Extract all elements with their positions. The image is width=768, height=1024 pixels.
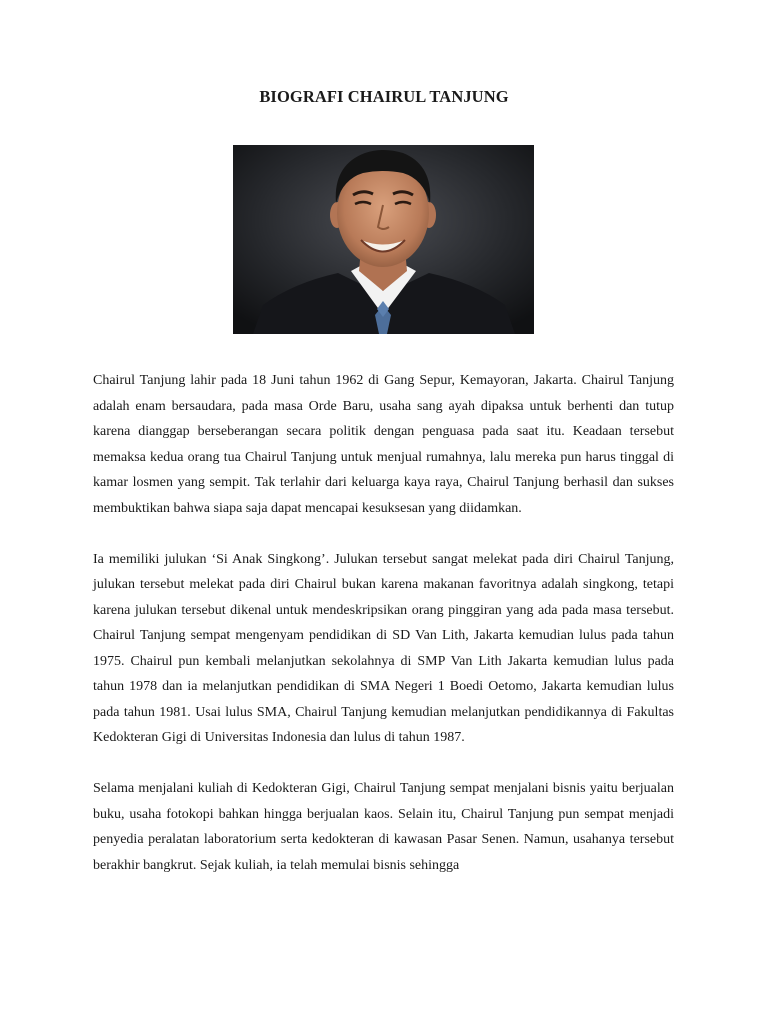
document-title: BIOGRAFI CHAIRUL TANJUNG xyxy=(259,87,509,106)
paragraph: Ia memiliki julukan ‘Si Anak Singkong’. Julukan tersebut sangat melekat pada diri Chairul Tanjung, julukan tersebut melekat pada diri Chairul bukan karena makanan favoritnya adalah singkong, tetapi karena julukan tersebut dikenal untuk mendeskripsikan orang pinggiran yang ada pada masa tersebut. Chairul Tanjung sempat mengenyam pendidikan di SD Van Lith, Jakarta kemudian lulus pada tahun 1975. Chairul pun kembali melanjutkan sekolahnya di SMP Van Lith Jakarta kemudian lulus pada tahun 1978 dan ia melanjutkan pendidikan di SMA Negeri 1 Boedi Oetomo, Jakarta kemudian lulus pada tahun 1981. Usai lulus SMA, Chairul Tanjung kemudian melanjutkan pendidikannya di Fakultas Kedokteran Gigi di Universitas Indonesia dan lulus di tahun 1987. xyxy=(93,551,674,745)
portrait-photo xyxy=(233,145,534,334)
paragraph: Chairul Tanjung lahir pada 18 Juni tahun 1962 di Gang Sepur, Kemayoran, Jakarta. Chairul Tanjung adalah enam bersaudara, pada masa Orde Baru, usaha sang ayah dipaksa untuk berhenti dan tutup karena dianggap berseberangan secara politik dengan penguasa pada saat itu. Keadaan tersebut memaksa kedua orang tua Chairul Tanjung untuk menjual rumahnya, lalu mereka pun harus tinggal di kamar losmen yang sempit. Tak terlahir dari keluarga kaya raya, Chairul Tanjung berhasil dan sukses membuktikan bahwa siapa saja dapat mencapai kesuksesan yang diidamkan. xyxy=(93,373,674,516)
paragraph: Selama menjalani kuliah di Kedokteran Gigi, Chairul Tanjung sempat menjalani bisnis yaitu berjualan buku, usaha fotokopi bahkan hingga berjualan kaos. Selain itu, Chairul Tanjung pun sempat menjadi penyedia peralatan laboratorium serta kedokteran di kawasan Pasar Senen. Namun, usahanya tersebut berakhir bangkrut. Sejak kuliah, ia telah memulai bisnis sehingga xyxy=(93,781,674,873)
biography-body xyxy=(93,368,674,904)
